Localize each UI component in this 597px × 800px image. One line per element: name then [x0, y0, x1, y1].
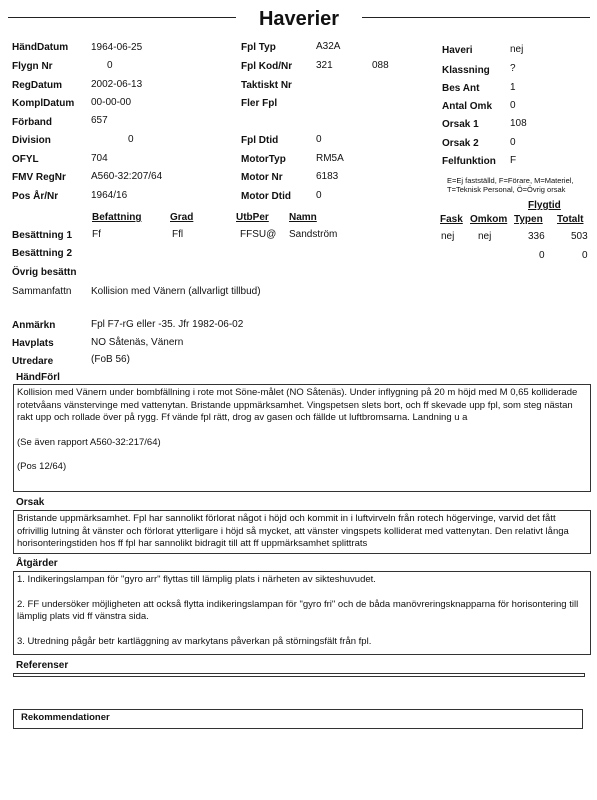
crew-row-label: Besättning 2 [12, 248, 73, 259]
field-value: 657 [91, 115, 108, 126]
cause-legend-note: T=Teknisk Personal, Ö=Övrig orsak [447, 185, 566, 194]
crew-typen: 336 [528, 231, 545, 242]
col-header-flygtid: Flygtid [528, 200, 561, 211]
orsak-text: Bristande uppmärksamhet. Fpl har sannolikt förlorat något i höjd och kommit in i luftvirveln från rotech högervinge, varvid det fått ofrivillig lutning åt vänster och förlorat ytterligare i höjd så mycket, att vänster vingspets kolliderat med vattenytan. Den relativt långa horisonteringstiden hos ff fpl har sannolikt bidragit till att ff uppmärksamhet splittrats [17, 513, 569, 549]
field-value: 00-00-00 [91, 97, 132, 108]
col-header-befattning: Befattning [92, 212, 142, 223]
field-value: 1 [510, 82, 516, 93]
field-value: 0 [510, 100, 516, 111]
field-label: MotorTyp [241, 154, 286, 165]
crew-namn: Sandström [289, 229, 338, 240]
field-value: 321 [316, 60, 333, 71]
field-value: 0 [316, 134, 322, 145]
col-header-grad: Grad [170, 212, 194, 223]
field-label: Antal Omk [442, 101, 493, 112]
field-label: Pos År/Nr [12, 191, 59, 202]
field-value: ? [510, 63, 516, 74]
field-label: Taktiskt Nr [241, 80, 292, 91]
rekommendationer-heading: Rekommendationer [21, 712, 110, 723]
field-value: 0 [316, 190, 322, 201]
title-rule-left [8, 17, 236, 18]
crew-befattning: Ff [92, 229, 101, 240]
field-label: KomplDatum [12, 98, 75, 109]
handforl-heading: HändFörl [16, 372, 60, 383]
havplats-label: Havplats [12, 338, 54, 349]
field-label: Förband [12, 117, 52, 128]
handforl-reference: (Se även rapport A560-32:217/64) [17, 436, 161, 448]
atgarder-item-1: 1. Indikeringslampan för "gyro arr" flyttas till lämplig plats i närheten av sikteshuvudet. [17, 574, 376, 585]
orsak-heading: Orsak [16, 497, 45, 508]
field-label: OFYL [12, 154, 39, 165]
atgarder-item-2: 2. FF undersöker möjligheten att också flytta indikeringslampan för "gyro fri" och de båda manövreringsknapparna för horisontering till lämplig plats vid ff vänstra sida. [17, 598, 579, 622]
field-label: Motor Dtid [241, 191, 291, 202]
havplats-value: NO Såtenäs, Vänern [91, 337, 184, 348]
handforl-position: (Pos 12/64) [17, 461, 67, 472]
crew-typen: 0 [539, 250, 545, 261]
atgarder-box [13, 571, 591, 655]
col-header-totalt: Totalt [557, 214, 584, 225]
field-label: Orsak 1 [442, 119, 479, 130]
ovrig-besattn-label: Övrig besättn [12, 267, 77, 278]
field-label: HändDatum [12, 42, 69, 53]
referenser-heading: Referenser [16, 660, 69, 671]
col-header-utbper: UtbPer [236, 212, 269, 223]
col-header-omkom: Omkom [470, 214, 508, 225]
field-value: A560-32:207/64 [91, 171, 163, 182]
utredare-value: (FoB 56) [91, 354, 130, 365]
field-label: Motor Nr [241, 172, 283, 183]
field-label: Fpl Dtid [241, 135, 279, 146]
referenser-box [13, 673, 585, 677]
field-label: Orsak 2 [442, 138, 479, 149]
crew-totalt: 503 [571, 231, 588, 242]
crew-totalt: 0 [582, 250, 588, 261]
field-label: Bes Ant [442, 83, 480, 94]
crew-fask: nej [441, 231, 455, 242]
field-value: 0 [107, 60, 113, 71]
field-label: Haveri [442, 45, 473, 56]
field-value: A32A [316, 41, 341, 52]
field-value: 108 [510, 118, 527, 129]
field-label: Fpl Kod/Nr [241, 61, 293, 72]
orsak-box [13, 510, 591, 554]
crew-utbper: FFSU@ [240, 229, 277, 240]
col-header-fask: Fask [440, 214, 463, 225]
field-value: nej [510, 44, 524, 55]
handforl-text: Kollision med Vänern under bombfällning i rote mot Söne-målet (NO Såtenäs). Under inflygning på 20 m höjd med M 0,65 kolliderade rotetvåans vänstervinge med vattenytan. Bristande uppmärksamhet. Vingspetsen slets bort, och ff skevade upp fpl, som steg nästan rakt upp och rollade över på rygg. Ff vände fpl rätt, drog av gasen och fällde ut luftbromsarna. Landning u a [17, 387, 578, 423]
field-value: 0 [510, 137, 516, 148]
field-value-2: 088 [372, 60, 389, 71]
col-header-typen: Typen [514, 214, 543, 225]
col-header-namn: Namn [289, 212, 317, 223]
field-label: Fler Fpl [241, 98, 278, 109]
handforl-box [13, 384, 591, 492]
field-label: Fpl Typ [241, 42, 276, 53]
field-value: 2002-06-13 [91, 79, 143, 90]
field-label: Flygn Nr [12, 61, 53, 72]
field-value: 1964/16 [91, 190, 128, 201]
field-value: 0 [128, 134, 134, 145]
field-value: F [510, 155, 517, 166]
anmarkn-label: Anmärkn [12, 320, 56, 331]
sammanfattn-value: Kollision med Vänern (allvarligt tillbud) [91, 286, 261, 297]
atgarder-heading: Åtgärder [16, 558, 58, 569]
cause-legend-note: E=Ej fastställd, F=Förare, M=Materiel, [447, 176, 574, 185]
field-label: Felfunktion [442, 156, 496, 167]
sammanfattn-label: Sammanfattn [12, 286, 72, 297]
utredare-label: Utredare [12, 356, 54, 367]
crew-row-label: Besättning 1 [12, 230, 73, 241]
title-rule-right [362, 17, 590, 18]
field-value: RM5A [316, 153, 344, 164]
rekommendationer-box [13, 709, 583, 729]
field-value: 6183 [316, 171, 339, 182]
field-value: 1964-06-25 [91, 42, 143, 53]
field-label: Klassning [442, 65, 490, 76]
field-label: Division [12, 135, 51, 146]
field-label: FMV RegNr [12, 172, 66, 183]
field-label: RegDatum [12, 80, 63, 91]
anmarkn-value: Fpl F7-rG eller -35. Jfr 1982-06-02 [91, 319, 244, 330]
crew-omkom: nej [478, 231, 492, 242]
page-title: Haverier [258, 8, 340, 30]
crew-grad: Ffl [172, 229, 184, 240]
atgarder-item-3: 3. Utredning pågår betr kartläggning av markytans påverkan på störningsfält från fpl. [17, 635, 372, 647]
field-value: 704 [91, 153, 108, 164]
